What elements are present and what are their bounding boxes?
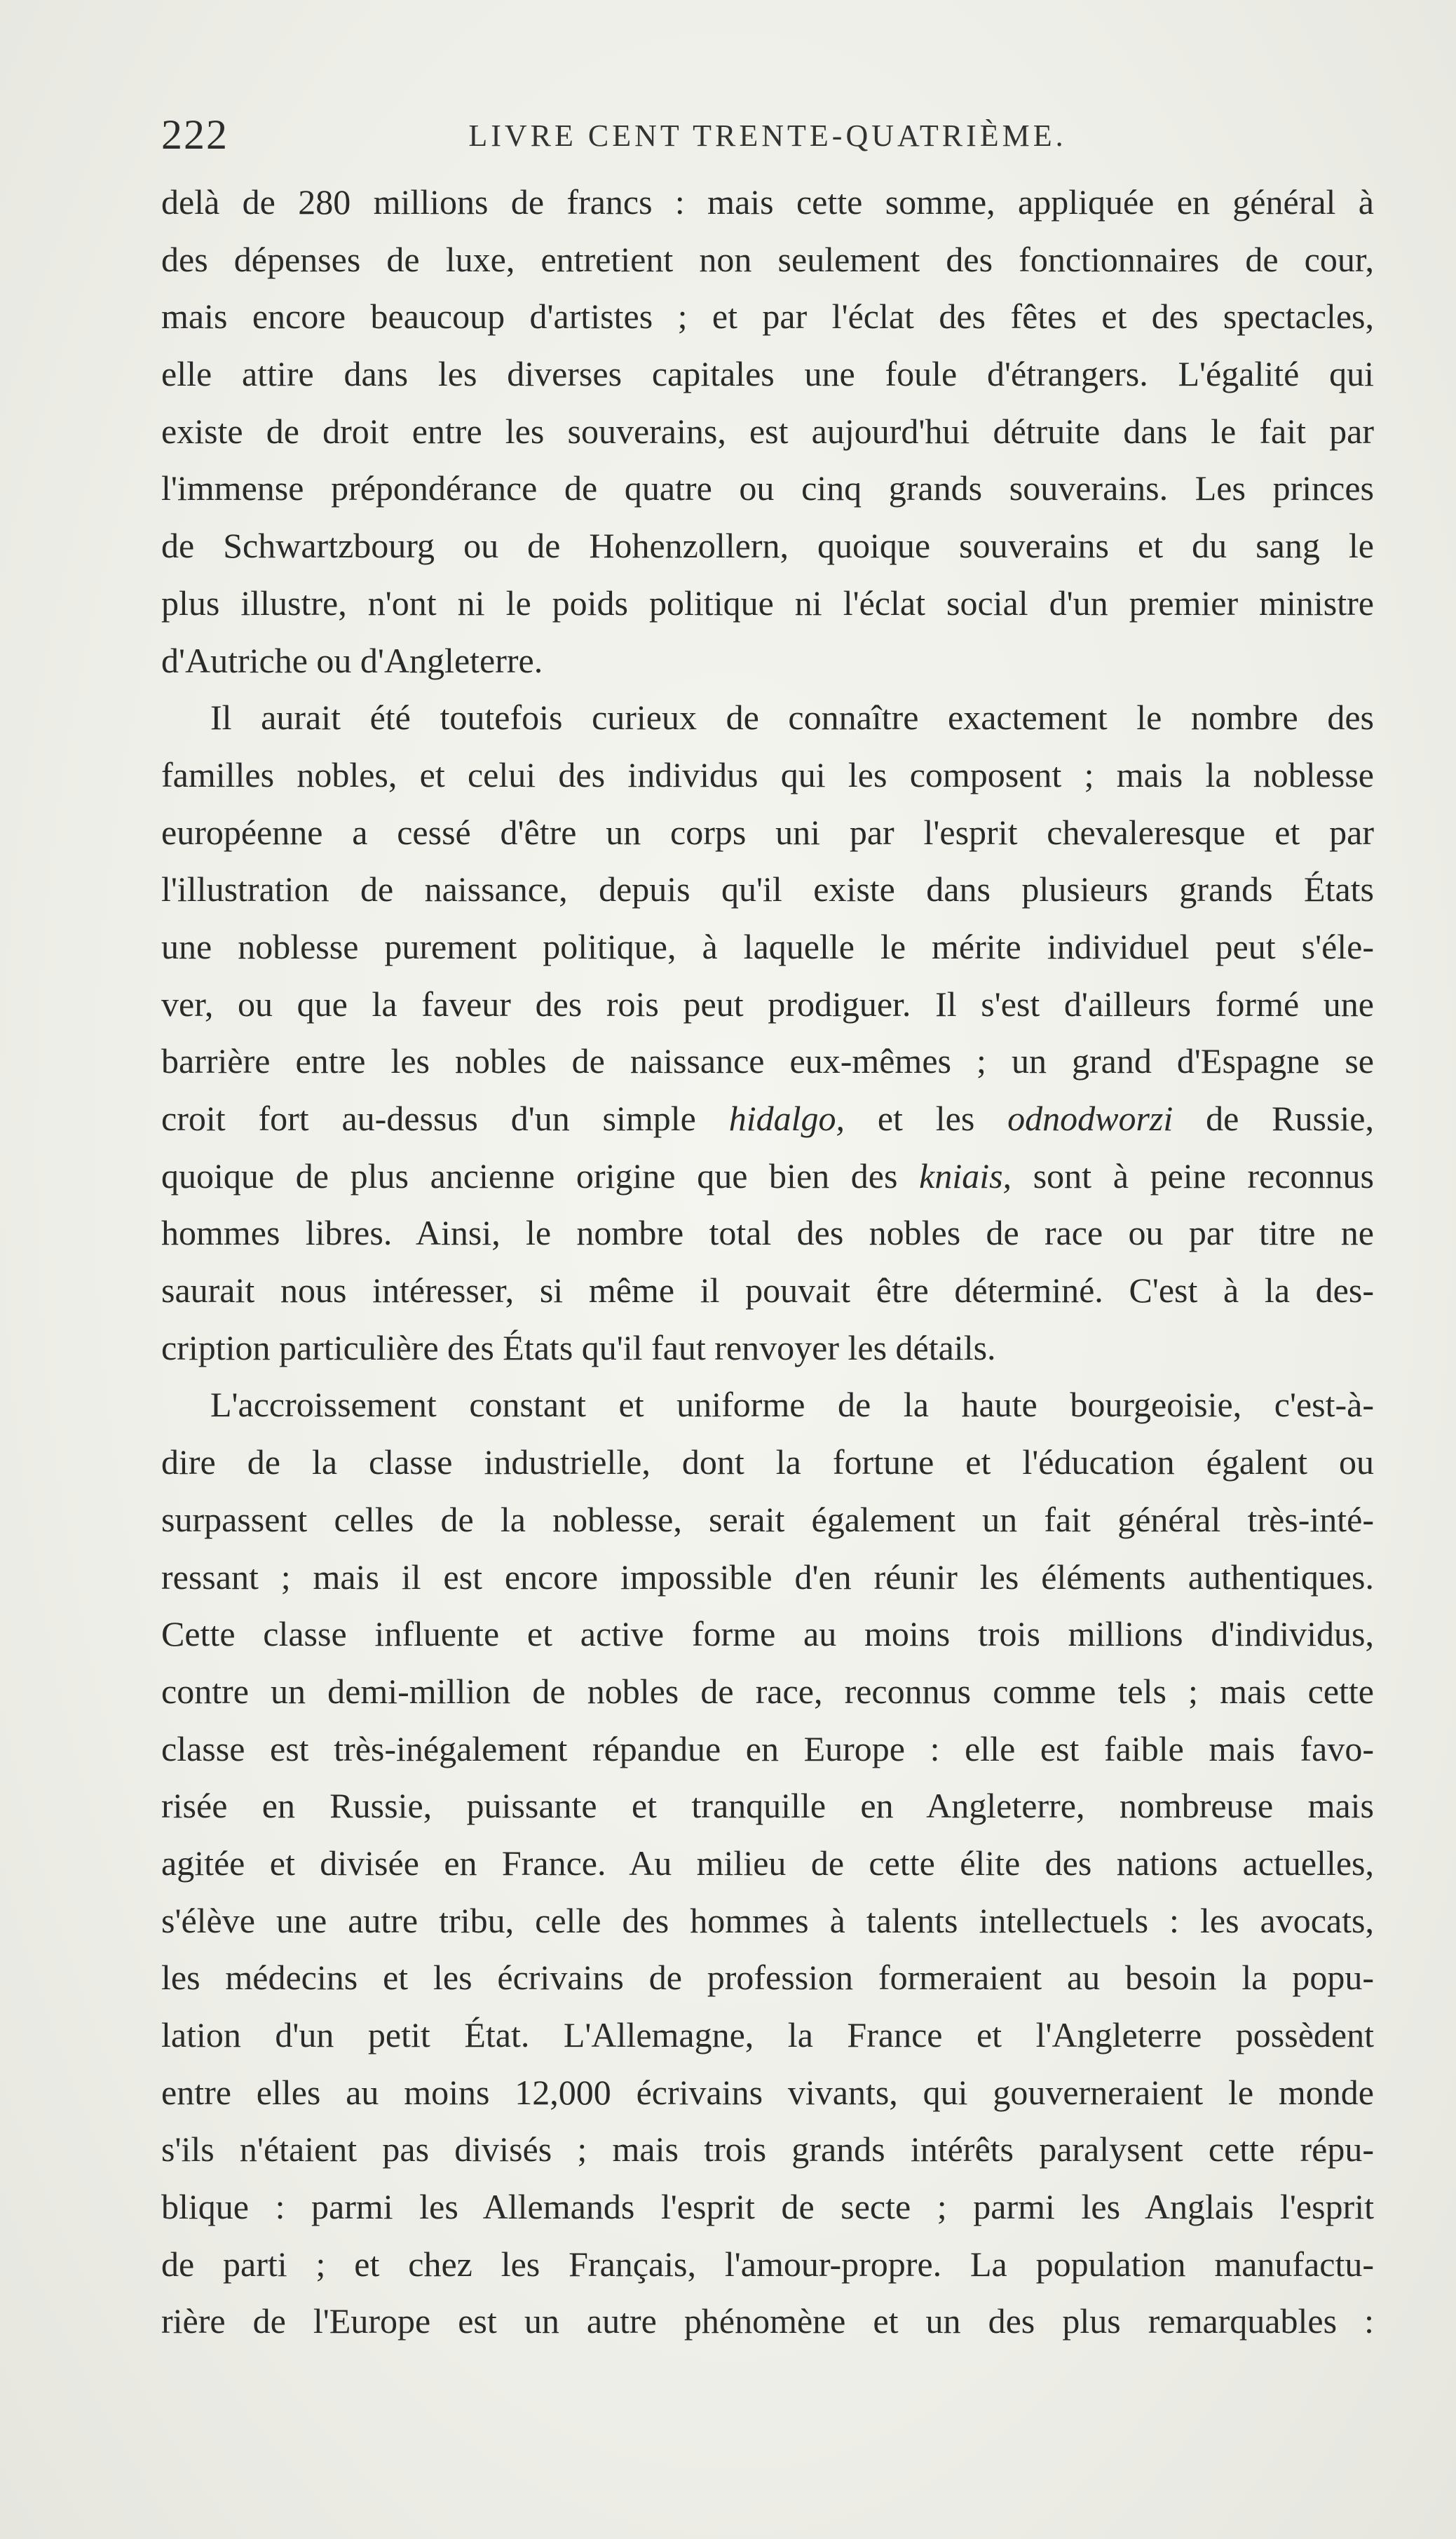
text-line: saurait nous intéresser, si même il pouvait être déterminé. C'est à la des- [161, 1271, 1374, 1311]
text-line: elle attire dans les diverses capitales une foule d'étrangers. L'égalité qui [161, 354, 1374, 394]
page-header [161, 111, 1374, 160]
text-line: risée en Russie, puissante et tranquille en Angleterre, nombreuse mais [161, 1786, 1374, 1826]
paragraph-end-line: d'Autriche ou d'Angleterre. [161, 640, 543, 680]
text-line: de Schwartzbourg ou de Hohenzollern, quoique souverains et du sang le [161, 526, 1374, 566]
text-line: ressant ; mais il est encore impossible d'en réunir les éléments authentiques. [161, 1557, 1374, 1597]
text-line: les médecins et les écrivains de profession formeraient au besoin la popu- [161, 1958, 1374, 1998]
text-line: de parti ; et chez les Français, l'amour-propre. La population manufactu- [161, 2244, 1374, 2284]
text-line: lation d'un petit État. L'Allemagne, la France et l'Angleterre possèdent [161, 2015, 1374, 2054]
page-number: 222 [161, 111, 229, 158]
text-line: mais encore beaucoup d'artistes ; et par l'éclat des fêtes et des spectacles, [161, 297, 1374, 337]
italic-term-kniais: kniais, [919, 1156, 1012, 1196]
paragraph-end-line: cription particulière des États qu'il faut renvoyer les détails. [161, 1327, 996, 1367]
text-line: contre un demi-million de nobles de race, reconnus comme tels ; mais cette [161, 1671, 1374, 1711]
text-line: rière de l'Europe est un autre phénomène et un des plus remarquables : [161, 2301, 1374, 2341]
text-line: surpassent celles de la noblesse, serait également un fait général très-inté- [161, 1499, 1374, 1539]
text-line: s'élève une autre tribu, celle des hommes à talents intellectuels : les avocats, [161, 1900, 1374, 1940]
text-line: l'immense prépondérance de quatre ou cinq grands souverains. Les princes [161, 468, 1374, 508]
italic-term-hidalgo: hidalgo, [728, 1099, 845, 1138]
text-line: blique : parmi les Allemands l'esprit de secte ; parmi les Anglais l'esprit [161, 2187, 1374, 2227]
text-line: entre elles au moins 12,000 écrivains vivants, qui gouverneraient le monde [161, 2072, 1374, 2112]
body-text [161, 174, 1374, 2350]
text-line: une noblesse purement politique, à laquelle le mérite individuel peut s'éle- [161, 926, 1374, 966]
text-line: des dépenses de luxe, entretient non seulement des fonctionnaires de cour, [161, 239, 1374, 279]
running-head: LIVRE CENT TRENTE-QUATRIÈME. [468, 119, 1067, 153]
text-line: l'illustration de naissance, depuis qu'il existe dans plusieurs grands États [161, 869, 1374, 909]
text-line: dire de la classe industrielle, dont la fortune et l'éducation égalent ou [161, 1442, 1374, 1482]
text-line: classe est très-inégalement répandue en Europe : elle est faible mais favo- [161, 1728, 1374, 1768]
text-line: delà de 280 millions de francs : mais cette somme, appliquée en général à [161, 182, 1374, 222]
text-line: s'ils n'étaient pas divisés ; mais trois grands intérêts paralysent cette répu- [161, 2130, 1374, 2169]
text-line: barrière entre les nobles de naissance eux-mêmes ; un grand d'Espagne se [161, 1041, 1374, 1081]
text-line: existe de droit entre les souverains, est aujourd'hui détruite dans le fait par [161, 411, 1374, 451]
text-line: quoique de plus ancienne origine que bien des kniais, sont à peine reconnus [161, 1156, 1374, 1196]
text-line: familles nobles, et celui des individus qui les composent ; mais la noblesse [161, 754, 1374, 794]
text-line: hommes libres. Ainsi, le nombre total des nobles de race ou par titre ne [161, 1213, 1374, 1253]
text-line: agitée et divisée en France. Au milieu de cette élite des nations actuelles, [161, 1843, 1374, 1883]
text-line: plus illustre, n'ont ni le poids politique ni l'éclat social d'un premier ministre [161, 583, 1374, 623]
paragraph-start-line: L'accroissement constant et uniforme de la haute bourgeoisie, c'est-à- [210, 1385, 1374, 1425]
text-line: européenne a cessé d'être un corps uni par l'esprit chevaleresque et par [161, 812, 1374, 852]
text-line: Cette classe influente et active forme au moins trois millions d'individus, [161, 1614, 1374, 1654]
paragraph-start-line: Il aurait été toutefois curieux de connaître exactement le nombre des [210, 698, 1374, 738]
italic-term-odnodworzi: odnodworzi [1007, 1099, 1173, 1138]
text-line: ver, ou que la faveur des rois peut prodiguer. Il s'est d'ailleurs formé une [161, 984, 1374, 1024]
text-line: croit fort au-dessus d'un simple hidalgo, et les odnodworzi de Russie, [161, 1099, 1374, 1138]
